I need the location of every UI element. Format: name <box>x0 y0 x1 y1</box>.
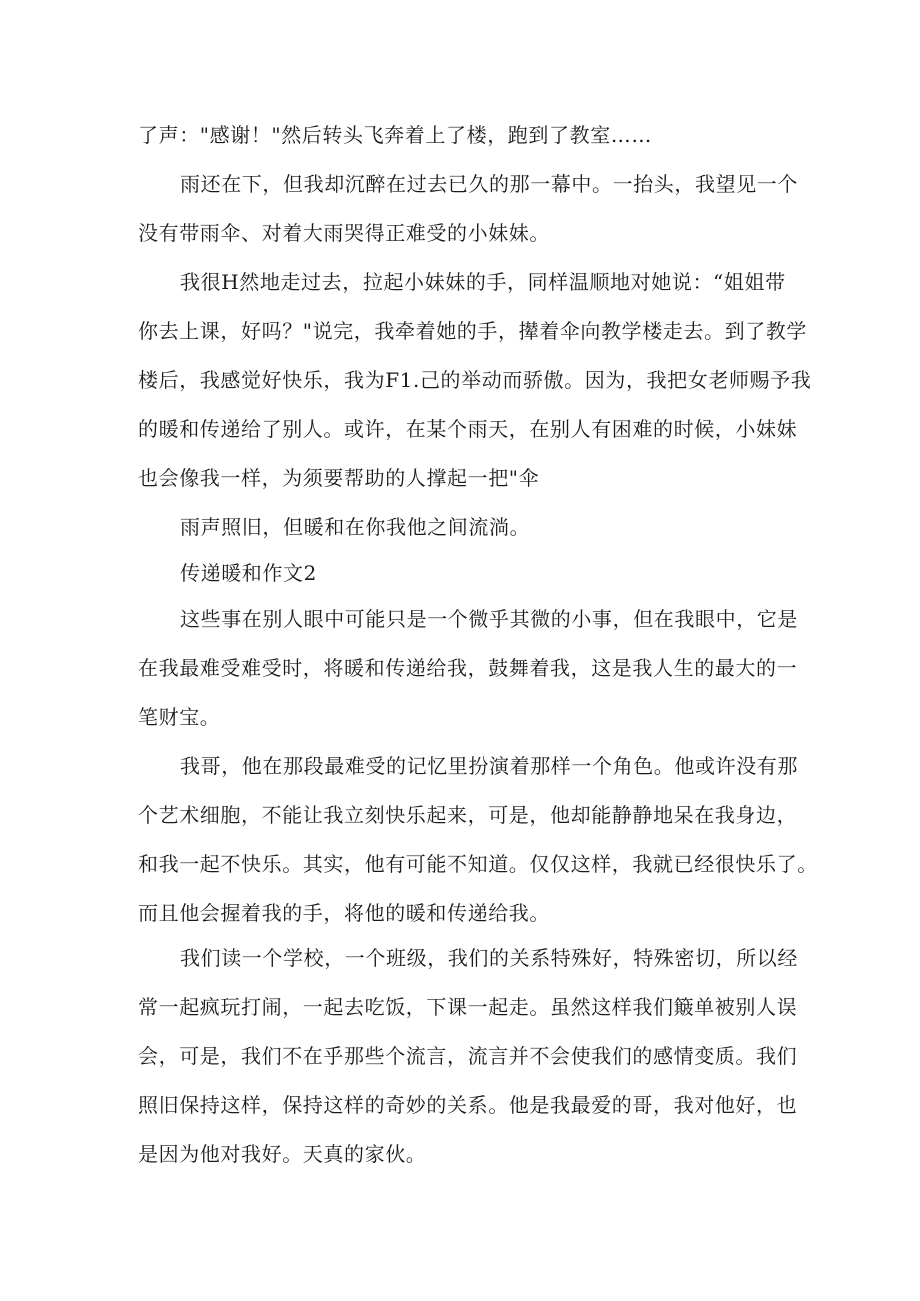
paragraph-line: 这些事在别人眼中可能只是一个微乎其微的小事，但在我眼中，它是 <box>180 607 798 631</box>
paragraph-line: 雨还在下，但我却沉醉在过去已久的那一幕中。一抬头，我望见一个 <box>180 172 798 196</box>
paragraph-line: 而且他会握着我的手，将他的暖和传递给我。 <box>138 901 550 925</box>
paragraph-line: 常一起疯玩打闹，一起去吃饭，下课一起走。虽然这样我们簸单被别人误 <box>138 995 798 1019</box>
paragraph-line: 和我一起不快乐。其实，他有可能不知道。仅仅这样，我就已经很快乐了。 <box>138 852 818 876</box>
paragraph-line: 楼后，我感觉好快乐，我为F1.己的举动而骄傲。因为，我把女老师赐予我 <box>138 368 812 392</box>
section-heading: 传递暖和作文2 <box>180 561 317 585</box>
paragraph-line: 也会像我一样，为须要帮助的人撑起一把"伞 <box>138 466 540 490</box>
paragraph-line: 雨声照旧，但暖和在你我他之间流淌。 <box>180 515 531 539</box>
paragraph-line: 照旧保持这样，保持这样的奇妙的关系。他是我最爱的哥，我对他好，也 <box>138 1093 798 1117</box>
paragraph-line: 我们读一个学校，一个班级，我们的关系特殊好，特殊密切，所以经 <box>180 946 798 970</box>
paragraph-line: 没有带雨伞、对着大雨哭得正难受的小妹妹。 <box>138 221 550 245</box>
paragraph-line: 是因为他对我好。天真的家伙。 <box>138 1142 427 1166</box>
paragraph-line: 我哥，他在那段最难受的记忆里扮演着那样一个角色。他或许没有那 <box>180 754 798 778</box>
paragraph-line: 的暖和传递给了别人。或许，在某个雨天，在别人有困难的时候，小妹妹 <box>138 417 798 441</box>
paragraph-line: 会，可是，我们不在乎那些个流言，流言并不会使我们的感情变质。我们 <box>138 1044 798 1068</box>
paragraph-line: 在我最难受难受时，将暖和传递给我，鼓舞着我，这是我人生的最大的一 <box>138 656 798 680</box>
paragraph-line: 我很H然地走过去，拉起小妹妹的手，同样温顺地对她说：“姐姐带 <box>180 270 786 294</box>
paragraph-line: 你去上课，好吗？"说完，我牵着她的手，撵着伞向教学楼走去。到了教学 <box>138 319 807 343</box>
paragraph-line: 笔财宝。 <box>138 705 221 729</box>
paragraph-line: 了声："感谢！"然后转头飞奔着上了楼，跑到了教室…… <box>138 123 652 147</box>
paragraph-line: 个艺术细胞，不能让我立刻快乐起来，可是，他却能静静地呆在我身边， <box>138 803 798 827</box>
